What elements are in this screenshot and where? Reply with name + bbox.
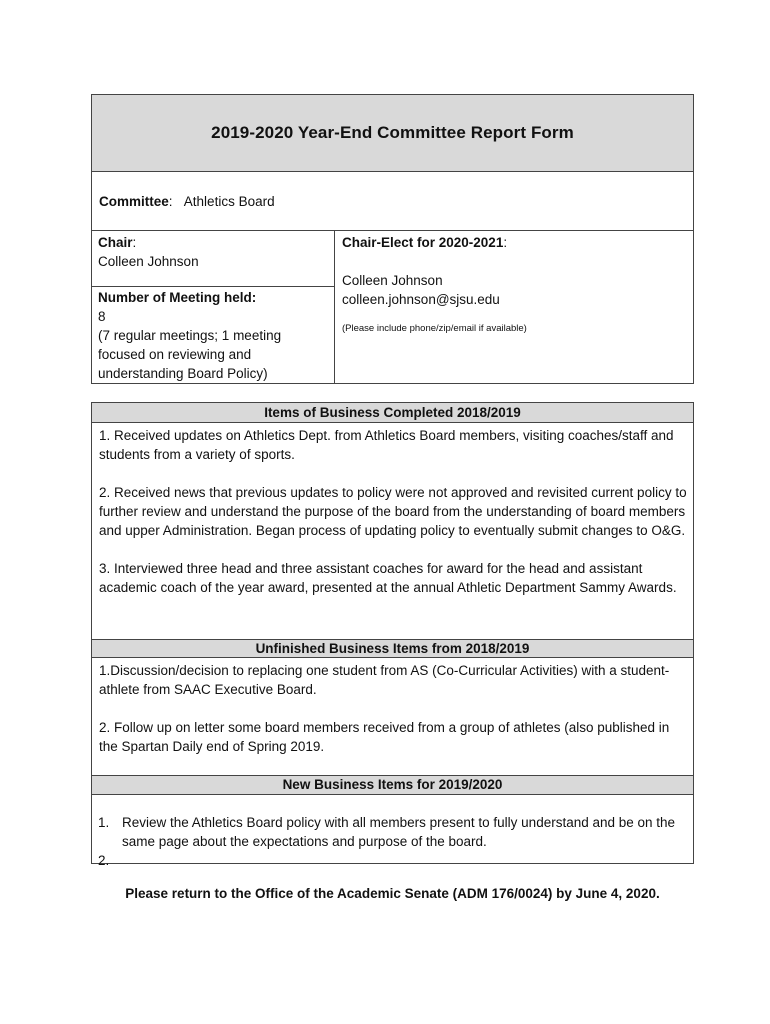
completed-item-2: 2. Received news that previous updates to policy were not approved and revisited current policy to further review and understand the purpose of the board from the understanding of board members and upper Administration. Began process of updating policy to eventually submit changes to O&G. — [99, 485, 687, 538]
form-title-box — [91, 94, 694, 172]
meetings-label: Number of Meeting held: — [98, 290, 257, 305]
list-number: 1. — [98, 815, 110, 830]
chair-elect-email: colleen.johnson@sjsu.edu — [342, 292, 500, 307]
chair-elect-cell: Chair-Elect for 2020-2021: Colleen Johnson colleen.johnson@sjsu.edu (Please include phone/zip/email if available) — [335, 231, 694, 384]
unfinished-section — [92, 658, 693, 775]
new-business-item — [92, 851, 693, 870]
chair-elect-name: Colleen Johnson — [342, 273, 443, 288]
new-business-section — [92, 795, 693, 870]
meetings-detail: (7 regular meetings; 1 meeting focused on reviewing and understanding Board Policy) — [98, 328, 282, 381]
completed-section — [92, 423, 693, 639]
new-business-item — [92, 813, 693, 851]
business-table — [91, 402, 694, 868]
left-cell-divider — [91, 286, 335, 287]
list-text: Review the Athletics Board policy with all members present to fully understand and be on the same page about the expectations and purpose of the board. — [122, 815, 676, 849]
unfinished-item-1: 1.Discussion/decision to replacing one student from AS (Co-Curricular Activities) with a student-athlete from SAAC Executive Board. — [99, 663, 670, 697]
committee-row — [91, 172, 694, 231]
unfinished-item-2: 2. Follow up on letter some board members received from a group of athletes (also published in the Spartan Daily end of Spring 2019. — [99, 720, 670, 754]
chair-elect-note: (Please include phone/zip/email if available) — [342, 323, 527, 334]
committee-label: Committee — [99, 194, 169, 209]
chair-label: Chair — [98, 235, 133, 250]
unfinished-heading: Unfinished Business Items from 2018/2019 — [92, 639, 693, 658]
new-business-heading: New Business Items for 2019/2020 — [92, 775, 693, 795]
completed-item-3: 3. Interviewed three head and three assistant coaches for award for the head and assistant academic coach of the year award, presented at the annual Athletic Department Sammy Awards. — [99, 561, 677, 595]
list-number: 2. — [98, 853, 110, 868]
chair-meetings-cell: Chair: Colleen Johnson Number of Meeting held: 8 (7 regular meetings; 1 meeting focused on reviewing and understanding Board Policy) — [91, 231, 335, 384]
meetings-count: 8 — [98, 309, 106, 324]
form-title: 2019-2020 Year-End Committee Report Form — [211, 123, 574, 142]
committee-value: Athletics Board — [183, 194, 275, 209]
completed-item-1: 1. Received updates on Athletics Dept. from Athletics Board members, visiting coaches/staff and students from a variety of sports. — [99, 428, 674, 462]
completed-heading: Items of Business Completed 2018/2019 — [92, 403, 693, 423]
return-instructions: Please return to the Office of the Academic Senate (ADM 176/0024) by June 4, 2020. — [125, 886, 660, 901]
chair-value: Colleen Johnson — [98, 254, 199, 269]
committee-colon: : — [168, 194, 173, 209]
chair-elect-label: Chair-Elect for 2020-2021 — [342, 235, 504, 250]
